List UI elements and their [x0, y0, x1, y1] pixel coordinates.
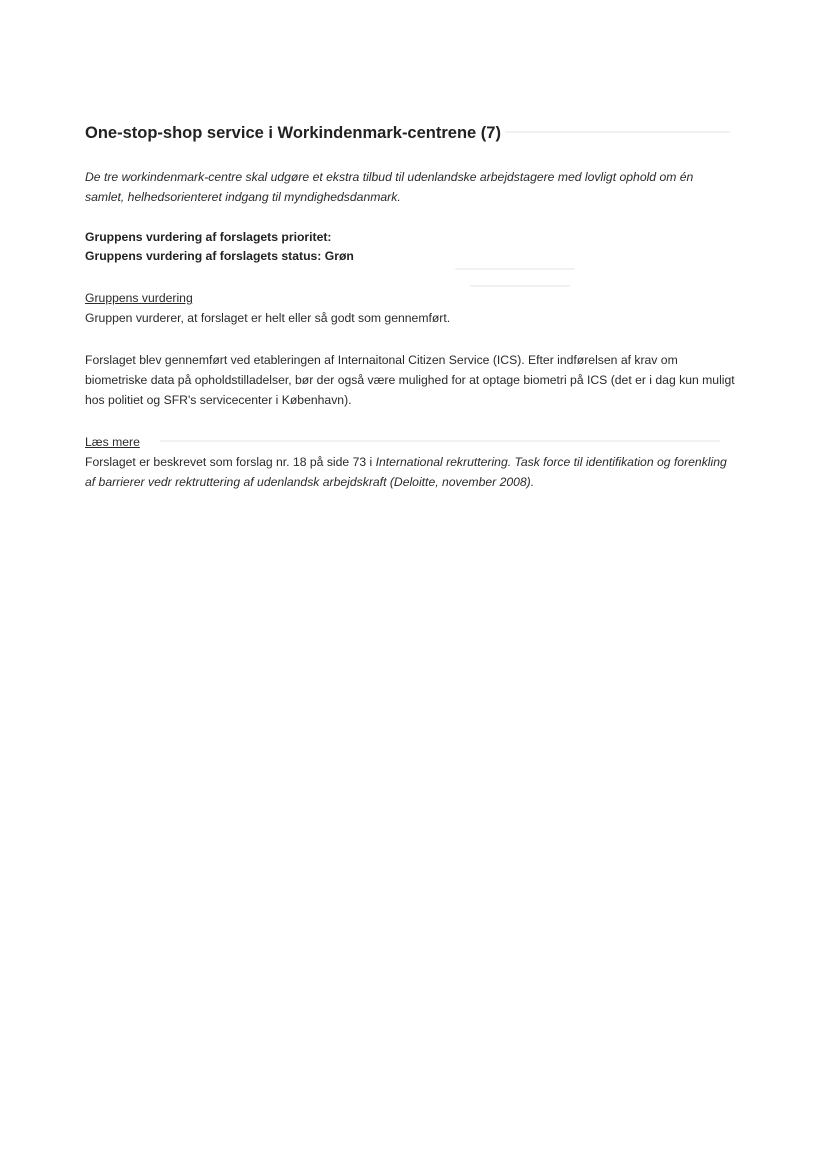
- document-content: [85, 124, 735, 492]
- read-more-citation: International rekruttering. Task force til identifikation og forenkling af barrierer vedr rektruttering af udenlandsk arbejdskraft (Deloitte, november 2008).: [85, 455, 727, 489]
- read-more-text: [85, 452, 735, 492]
- status-label: Gruppens vurdering af forslagets status: Grøn: [85, 249, 354, 263]
- page-title: One-stop-shop service i Workindenmark-centrene (7): [85, 124, 501, 142]
- read-more-prefix: Forslaget er beskrevet som forslag nr. 18 på side 73 i: [85, 455, 376, 469]
- priority-label: Gruppens vurdering af forslagets prioritet:: [85, 230, 332, 244]
- assessment-block: [85, 228, 735, 266]
- intro-text: De tre workindenmark-centre skal udgøre et ekstra tilbud til udenlandske arbejdstagere med lovligt ophold om én samlet, helhedsorienteret indgang til myndighedsdanmark.: [85, 170, 694, 204]
- group-assessment-section: [85, 288, 735, 328]
- read-more-section: [85, 432, 735, 492]
- group-assessment-text: Gruppen vurderer, at forslaget er helt eller så godt som gennemført.: [85, 311, 451, 325]
- implementation-text: Forslaget blev gennemført ved etableringen af Internaitonal Citizen Service (ICS). Efter indførelsen af krav om biometriske data på opholdstilladelser, bør der også være mulighed for at optage biometri på ICS (det er i dag kun muligt hos politiet og SFR's servicecenter i København).: [85, 353, 735, 407]
- group-assessment-heading: Gruppens vurdering: [85, 291, 193, 305]
- read-more-heading: Læs mere: [85, 435, 140, 449]
